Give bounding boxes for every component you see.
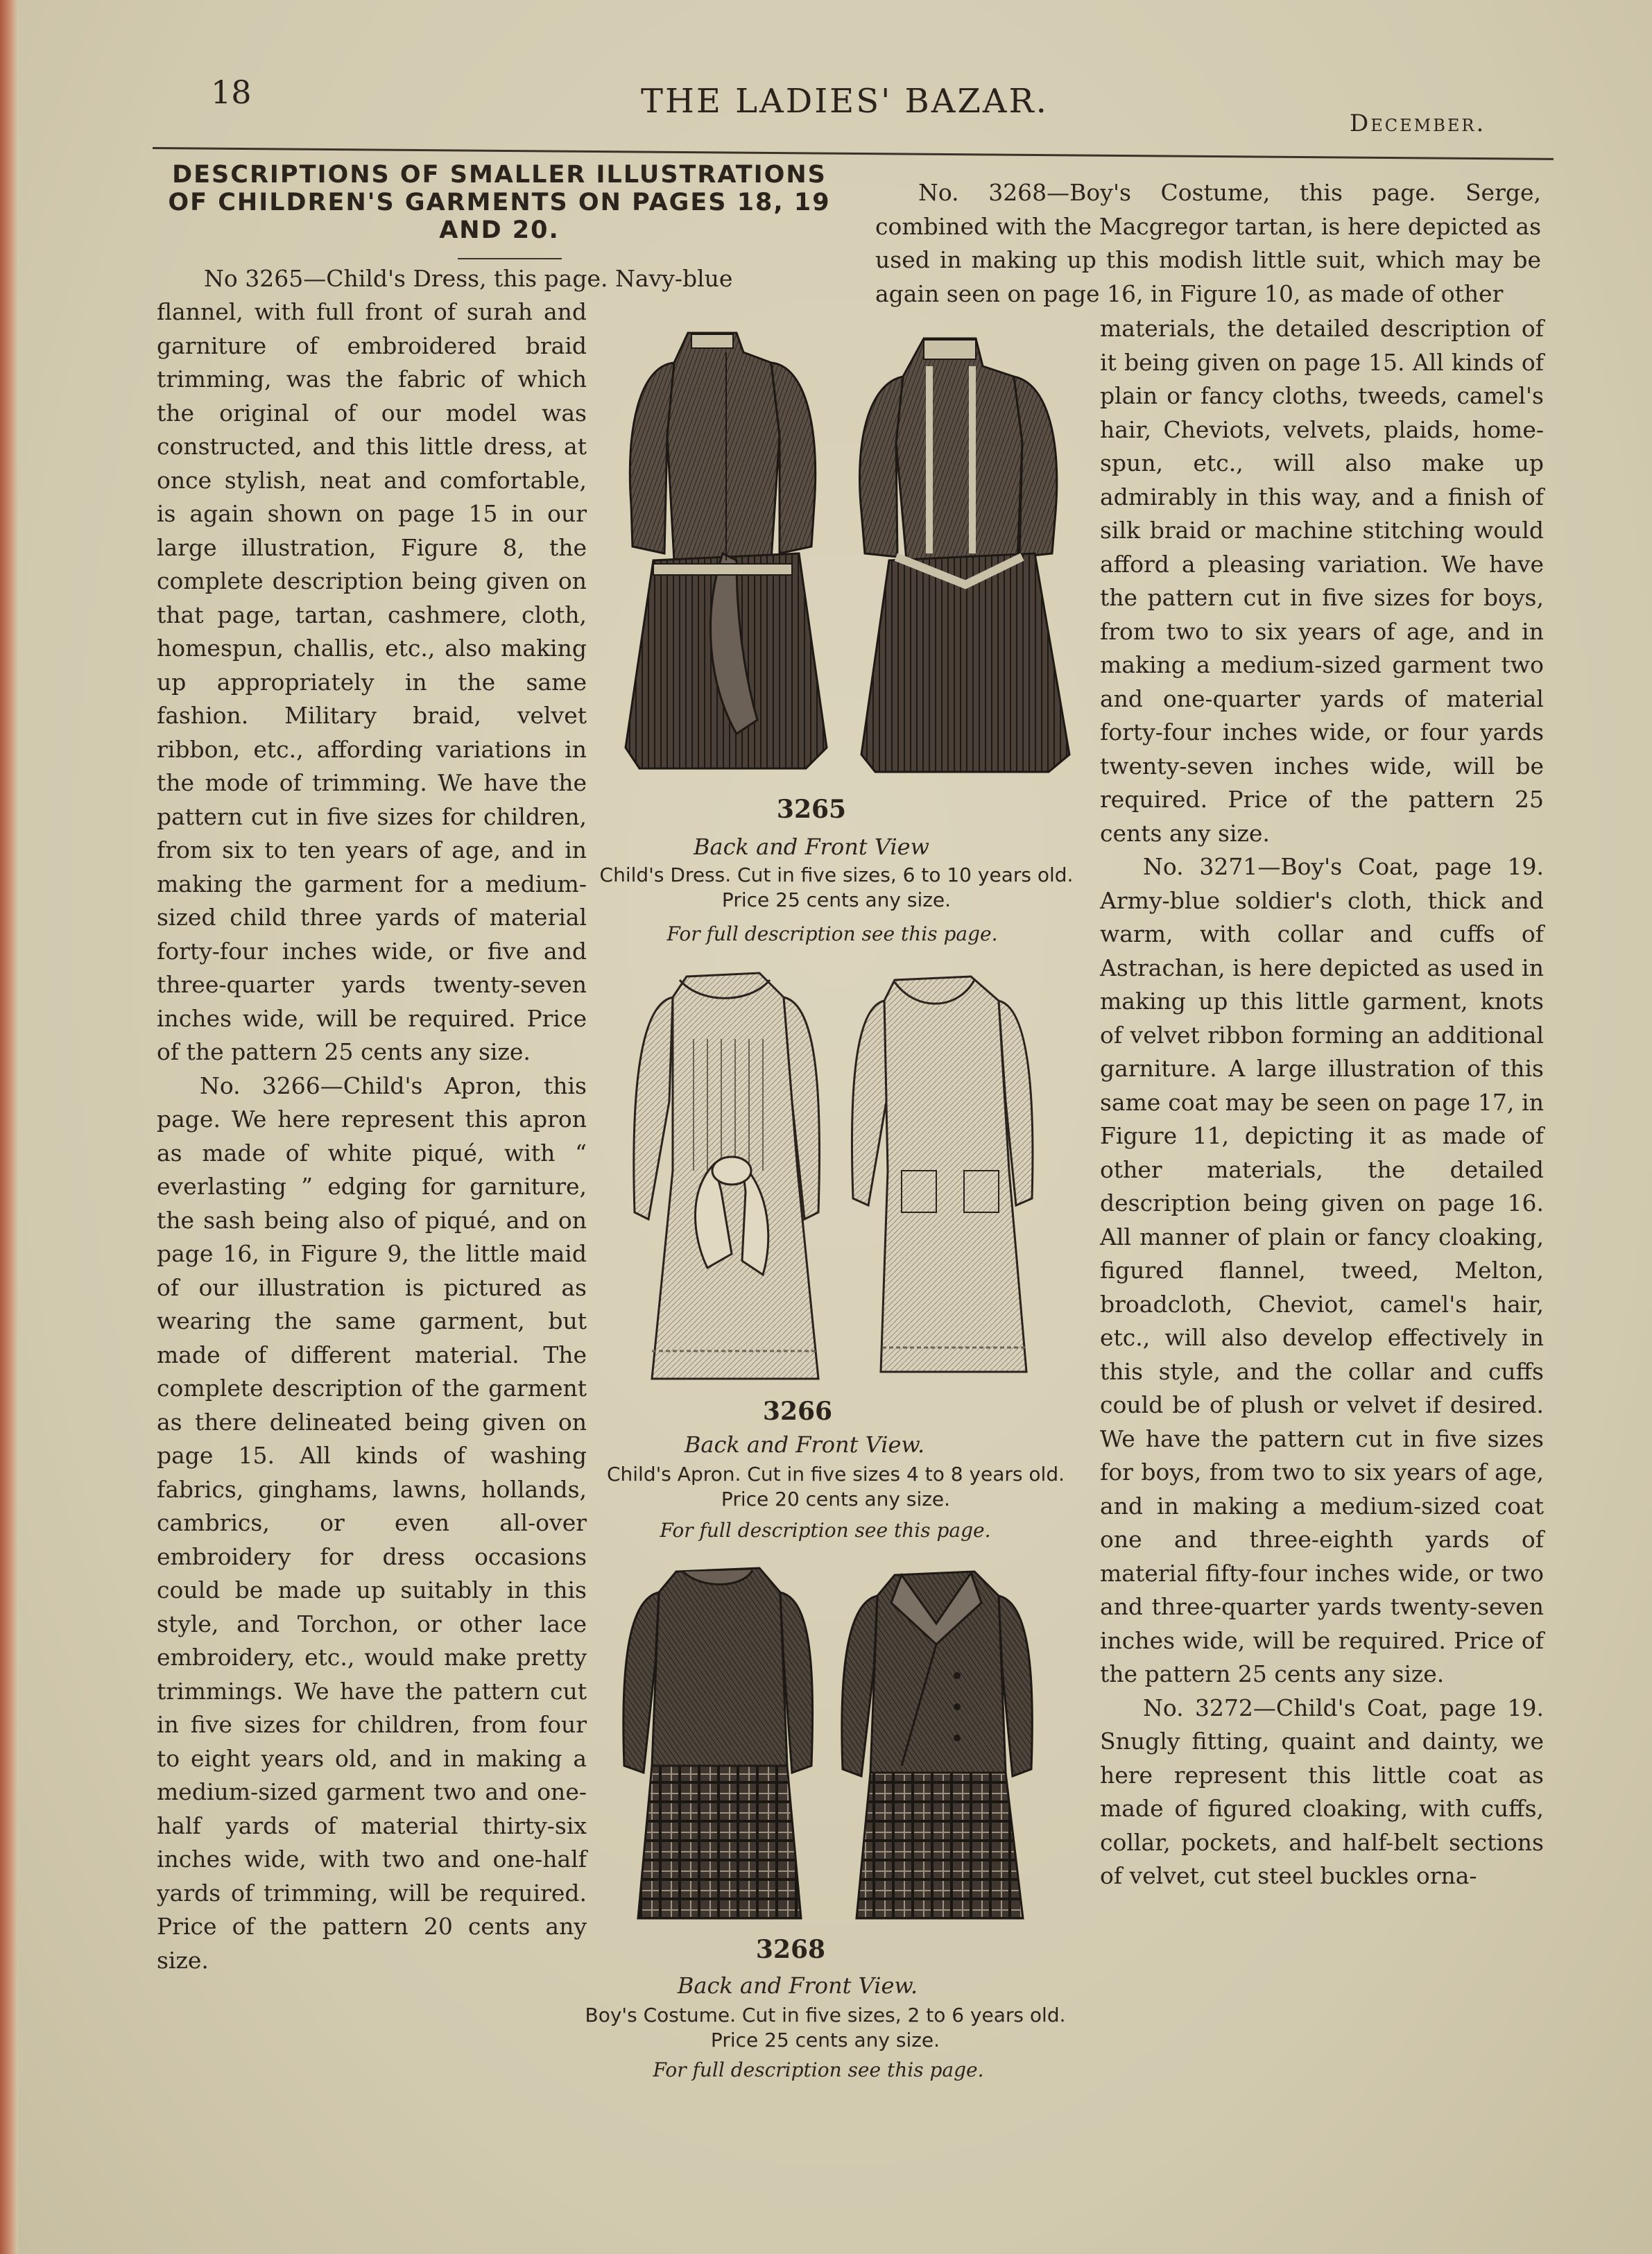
paragraph-3272: No. 3272—Child's Coat, page 19. Snugly fitting, quaint and dainty, we here represent this little coat as made of figured cloaking, with cuffs, collar, pockets, and half-belt sections of velvet, cut steel buckles orna- (1100, 1694, 1544, 1889)
paragraph-3265-body: flannel, with full front of surah and garniture of embroidered braid trimming, was the fabric of which the original of our model was constructed, and this little dress, at once stylish, neat and comfortable, is again shown on page 15 in our large illustration, Figure 8, the complete description being given on that page, tartan, cashmere, cloth, homespun, challis, etc., also making up appropriately in the same fashion. Military braid, velvet ribbon, etc., affording variations in the mode of trimming. We have the pattern cut in five sizes for children, from six to ten years of age, and in making the garment for a medium-sized child three yards of material forty-four inches wide, or five and three-quarter yards twenty-seven inches wide, will be required. Price of the pattern 25 cents any size. (157, 298, 587, 1065)
figure-note-3266: For full description see this page. (660, 1519, 991, 1542)
figure-view-3266: Back and Front View. (684, 1431, 925, 1458)
page-number: 18 (211, 74, 252, 111)
paragraph-3265-intro: No 3265—Child's Dress, this page. Navy-blue (204, 265, 733, 292)
issue-month: December. (1350, 110, 1486, 137)
figure-number-3265: 3265 (776, 795, 847, 824)
illustration-3268-boys-costume (610, 1558, 1054, 1939)
illustration-3265-childs-dress (598, 325, 1076, 789)
illustration-3266-childs-apron (610, 963, 1061, 1393)
page-binding-edge (0, 0, 18, 2254)
article-headline: DESCRIPTIONS OF SMALLER ILLUSTRATIONS OF CHILDREN'S GARMENTS ON PAGES 18, 19 AND 20. (168, 161, 831, 244)
paragraph-3268-intro: No. 3268—Boy's Costume, this page. Serge, combined with the Macgregor tartan, is here depicted as used in making up this modish little suit, which may be again seen on page 16, in Figure 10, as made of other (875, 179, 1541, 307)
right-column (1100, 312, 1544, 1893)
figure-caption-3268: Boy's Costume. Cut in five sizes, 2 to 6 years old. Price 25 cents any size. (585, 2004, 1066, 2051)
headline-rule (458, 258, 562, 259)
figure-caption-3266: Child's Apron. Cut in five sizes 4 to 8 years old. Price 20 cents any size. (606, 1463, 1065, 1511)
figure-note-3268: For full description see this page. (653, 2058, 984, 2081)
left-column (157, 295, 587, 1977)
figure-note-3265: For full description see this page. (666, 922, 998, 945)
paragraph-3268-body: materials, the detailed description of it being given on page 15. All kinds of plain or fancy cloths, tweeds, camel's hair, Cheviots, velvets, plaids, home-spun, etc., will also make up admirably in this way, and a finish of silk braid or machine stitching would afford a pleasing variation. We have the pattern cut in five sizes for boys, from two to six years of age, and in making a medium-sized garment two and one-quarter yards of material forty-four inches wide, or four yards twenty-seven inches wide, will be required. Price of the pattern 25 cents any size. (1100, 315, 1544, 847)
magazine-title: THE LADIES' BAZAR. (641, 82, 1049, 121)
figure-view-3268: Back and Front View. (677, 1972, 918, 1999)
figure-view-3265: Back and Front View (694, 834, 929, 860)
paragraph-3271: No. 3271—Boy's Coat, page 19. Army-blue soldier's cloth, thick and warm, with collar and cuffs of Astrachan, is here depicted as used in making up this little garment, knots of velvet ribbon forming an additional garniture. A large illustration of this same coat may be seen on page 17, in Figure 11, depicting it as made of other materials, the detailed description being given on page 16. All manner of plain or fancy cloaking, figured flannel, tweed, Melton, broadcloth, Cheviot, camel's hair, etc., will also develop effectively in this style, and the collar and cuffs could be of plush or velvet if desired. We have the pattern cut in five sizes for boys, from two to six years of age, and in making a medium-sized coat one and three-eighth yards of material fifty-four inches wide, or two and three-quarter yards twenty-seven inches wide, will be required. Price of the pattern 25 cents any size. (1100, 853, 1544, 1687)
figure-caption-3265: Child's Dress. Cut in five sizes, 6 to 10 years old. Price 25 cents any size. (599, 863, 1074, 911)
figure-number-3268: 3268 (755, 1935, 826, 1964)
paragraph-3266: No. 3266—Child's Apron, this page. We here represent this apron as made of white piqué, with “ everlasting ” edging for garniture, the sash being also of piqué, and on page 16, in Figure 9, the little maid of our illustration is pictured as wearing the same garment, but made of different material. The complete description of the garment as there delineated being given on page 15. All kinds of washing fabrics, ginghams, lawns, hollands, cambrics, or even all-over embroidery for dress occasions could be made up suitably in this style, and Torchon, or other lace embroidery, etc., would make pretty trimmings. We have the pattern cut in five sizes for children, from four to eight years old, and in making a medium-sized garment two and one-half yards of material thirty-six inches wide, with two and one-half yards of trimming, will be required. Price of the pattern 20 cents any size. (157, 1072, 587, 1974)
figure-number-3266: 3266 (762, 1397, 833, 1426)
